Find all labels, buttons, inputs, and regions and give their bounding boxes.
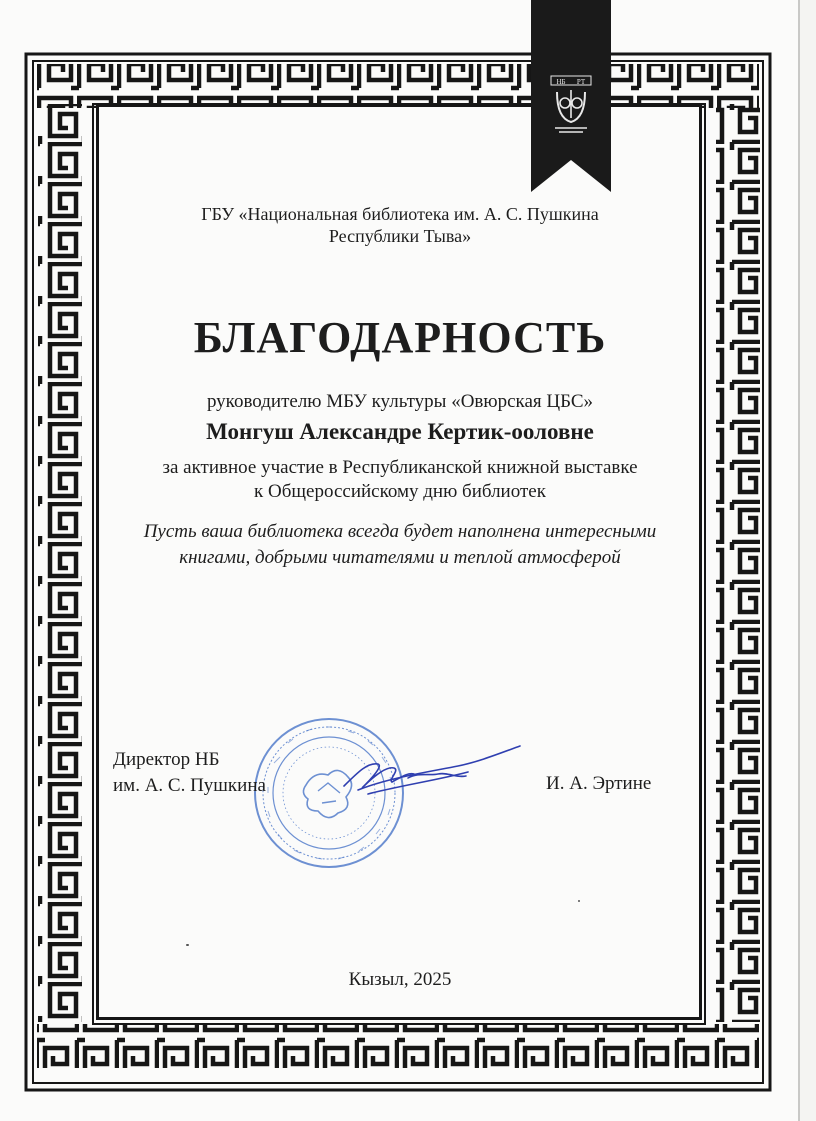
certificate-title: БЛАГОДАРНОСТЬ [193, 313, 607, 362]
wish-line2: книгами, добрыми читателями и теплой атмосферой [179, 547, 621, 568]
signatory-title [113, 747, 266, 799]
recipient-name: Монгуш Александре Кертик-ооловне [206, 419, 594, 444]
emblem-text-right: РТ [576, 78, 586, 86]
place-date: Кызыл, 2025 [348, 969, 452, 990]
signatory-name: И. А. Эртине [546, 773, 652, 794]
organization-line2: Республики Тыва» [328, 226, 472, 246]
signatory-title-line1: Директор НБ [113, 749, 220, 770]
handwritten-signature [338, 742, 528, 802]
organization-name [0, 203, 800, 247]
award-reason [0, 456, 800, 504]
scan-speck [578, 900, 580, 902]
library-emblem [531, 0, 611, 192]
reason-line1: за активное участие в Республиканской книжной выставке [162, 457, 638, 478]
organization-line1: ГБУ «Национальная библиотека им. А. С. Пушкина [201, 204, 599, 224]
scan-speck [186, 944, 189, 946]
wish-line1: Пусть ваша библиотека всегда будет наполнена интересными [143, 521, 657, 542]
signatory-title-line2: им. А. С. Пушкина [113, 775, 266, 796]
emblem-text-left: НБ [556, 78, 566, 86]
wish-text [0, 519, 800, 571]
reason-line2: к Общероссийскому дню библиотек [254, 481, 546, 502]
recipient-position: руководителю МБУ культуры «Овюрская ЦБС» [206, 391, 594, 412]
